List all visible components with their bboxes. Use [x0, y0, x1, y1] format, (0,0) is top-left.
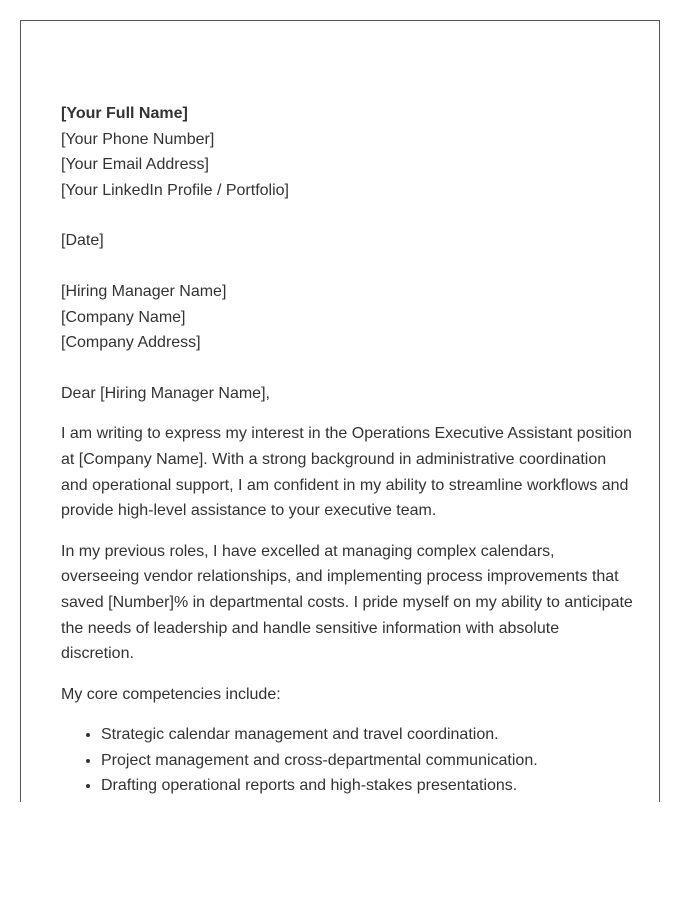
sender-linkedin: [Your LinkedIn Profile / Portfolio]	[61, 181, 289, 199]
cover-letter-body	[61, 101, 636, 799]
paragraph-intro: I am writing to express my interest in the Operations Executive Assistant position at [Company Name]. With a strong background in administrative coordination and operational support, I am confident in my ability to streamline workflows and provide high-level assistance to your executive team.	[61, 425, 632, 520]
sender-name: [Your Full Name]	[61, 105, 188, 122]
document-page	[20, 20, 660, 802]
sender-info	[61, 101, 636, 203]
paragraph-competencies-intro: My core competencies include:	[61, 685, 281, 703]
sender-email: [Your Email Address]	[61, 156, 209, 174]
paragraph-experience: In my previous roles, I have excelled at managing complex calendars, overseeing vendor relationships, and implementing process improvements that saved [Number]% in departmental costs. I pride myself on my ability to anticipate the needs of leadership and handle sensitive information with absolute discretion.	[61, 542, 633, 663]
list-item: • Strategic calendar management and travel coordination.	[101, 722, 636, 748]
competencies-list	[61, 722, 636, 799]
recipient-company: [Company Name]	[61, 308, 186, 326]
list-item: • Drafting operational reports and high-stakes presentations.	[101, 773, 636, 799]
recipient-manager: [Hiring Manager Name]	[61, 282, 227, 300]
salutation: Dear [Hiring Manager Name],	[61, 384, 270, 402]
salutation-block	[61, 381, 636, 407]
recipient-info	[61, 279, 636, 356]
list-item: • Project management and cross-departmental communication.	[101, 748, 636, 774]
sender-phone: [Your Phone Number]	[61, 130, 215, 148]
recipient-address: [Company Address]	[61, 334, 201, 352]
date-block	[61, 228, 636, 254]
letter-date: [Date]	[61, 232, 104, 250]
